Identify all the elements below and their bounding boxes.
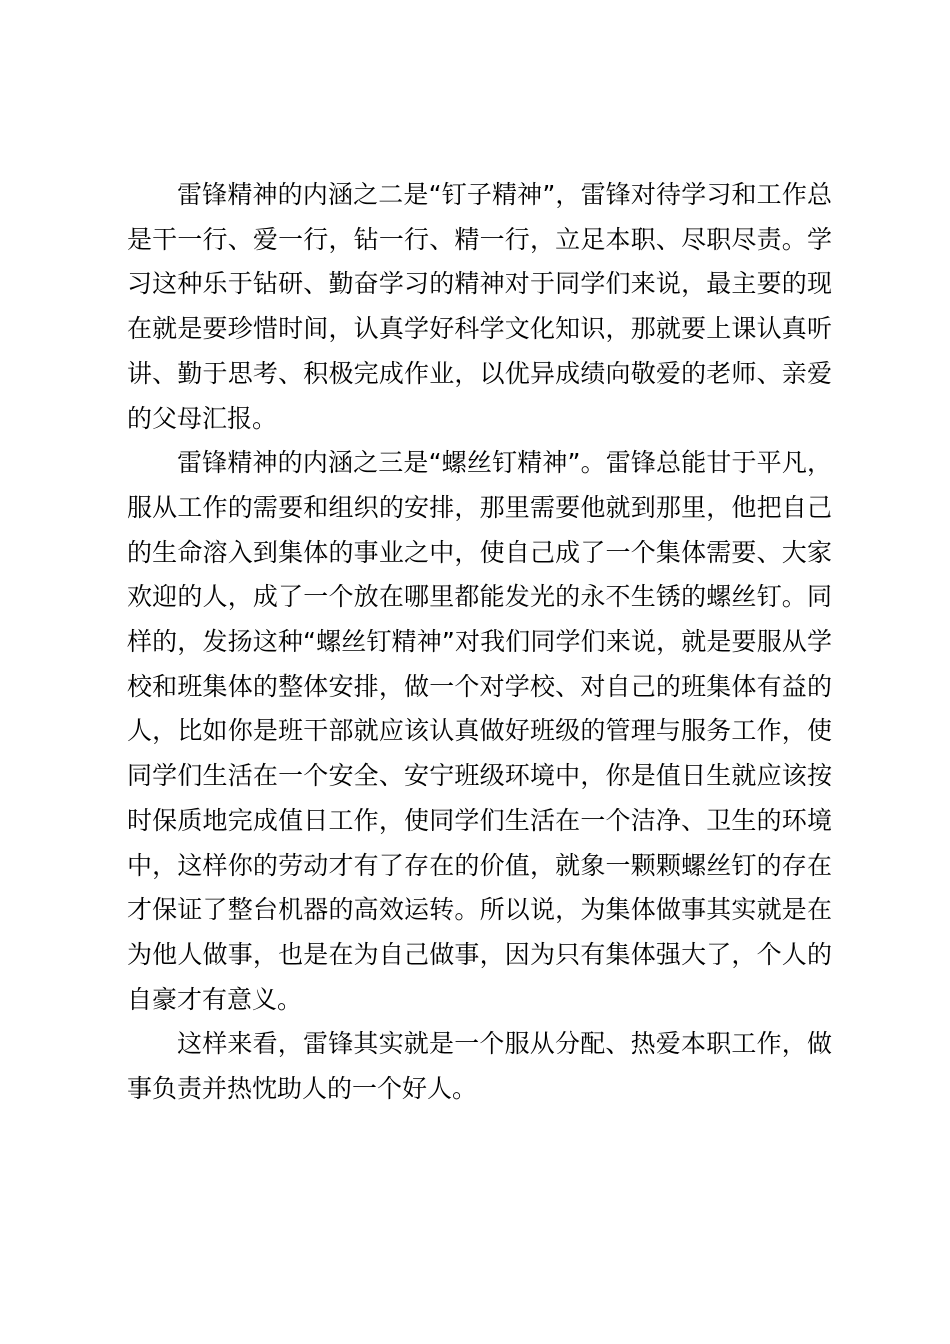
paragraph-screw-spirit: 雷锋精神的内涵之三是“螺丝钉精神”。雷锋总能甘于平凡，服从工作的需要和组织的安排，那里需要他就到那里，他把自己的生命溶入到集体的事业之中，使自己成了一个集体需要、大家欢迎的人，成了一个放在哪里都能发光的永不生锈的螺丝钉。同样的，发扬这种“螺丝钉精神”对我们同学们来说，就是要服从学校和班集体的整体安排，做一个对学校、对自己的班集体有益的人，比如你是班干部就应该认真做好班级的管理与服务工作，使同学们生活在一个安全、安宁班级环境中，你是值日生就应该按时保质地完成值日工作，使同学们生活在一个洁净、卫生的环境中，这样你的劳动才有了存在的价值，就象一颗颗螺丝钉的存在才保证了整台机器的高效运转。所以说，为集体做事其实就是在为他人做事，也是在为自己做事，因为只有集体强大了，个人的自豪才有意义。 [127,448,832,1014]
paragraph-conclusion: 这样来看，雷锋其实就是一个服从分配、热爱本职工作，做事负责并热忱助人的一个好人。 [127,1029,832,1104]
paragraph-nail-spirit: 雷锋精神的内涵之二是“钉子精神”，雷锋对待学习和工作总是干一行、爱一行，钻一行、精一行，立足本职、尽职尽责。学习这种乐于钻研、勤奋学习的精神对于同学们来说，最主要的现在就是要珍惜时间，认真学好科学文化知识，那就要上课认真听讲、勤于思考、积极完成作业，以优异成绩向敬爱的老师、亲爱的父母汇报。 [127,180,832,433]
body-text [127,173,832,1112]
